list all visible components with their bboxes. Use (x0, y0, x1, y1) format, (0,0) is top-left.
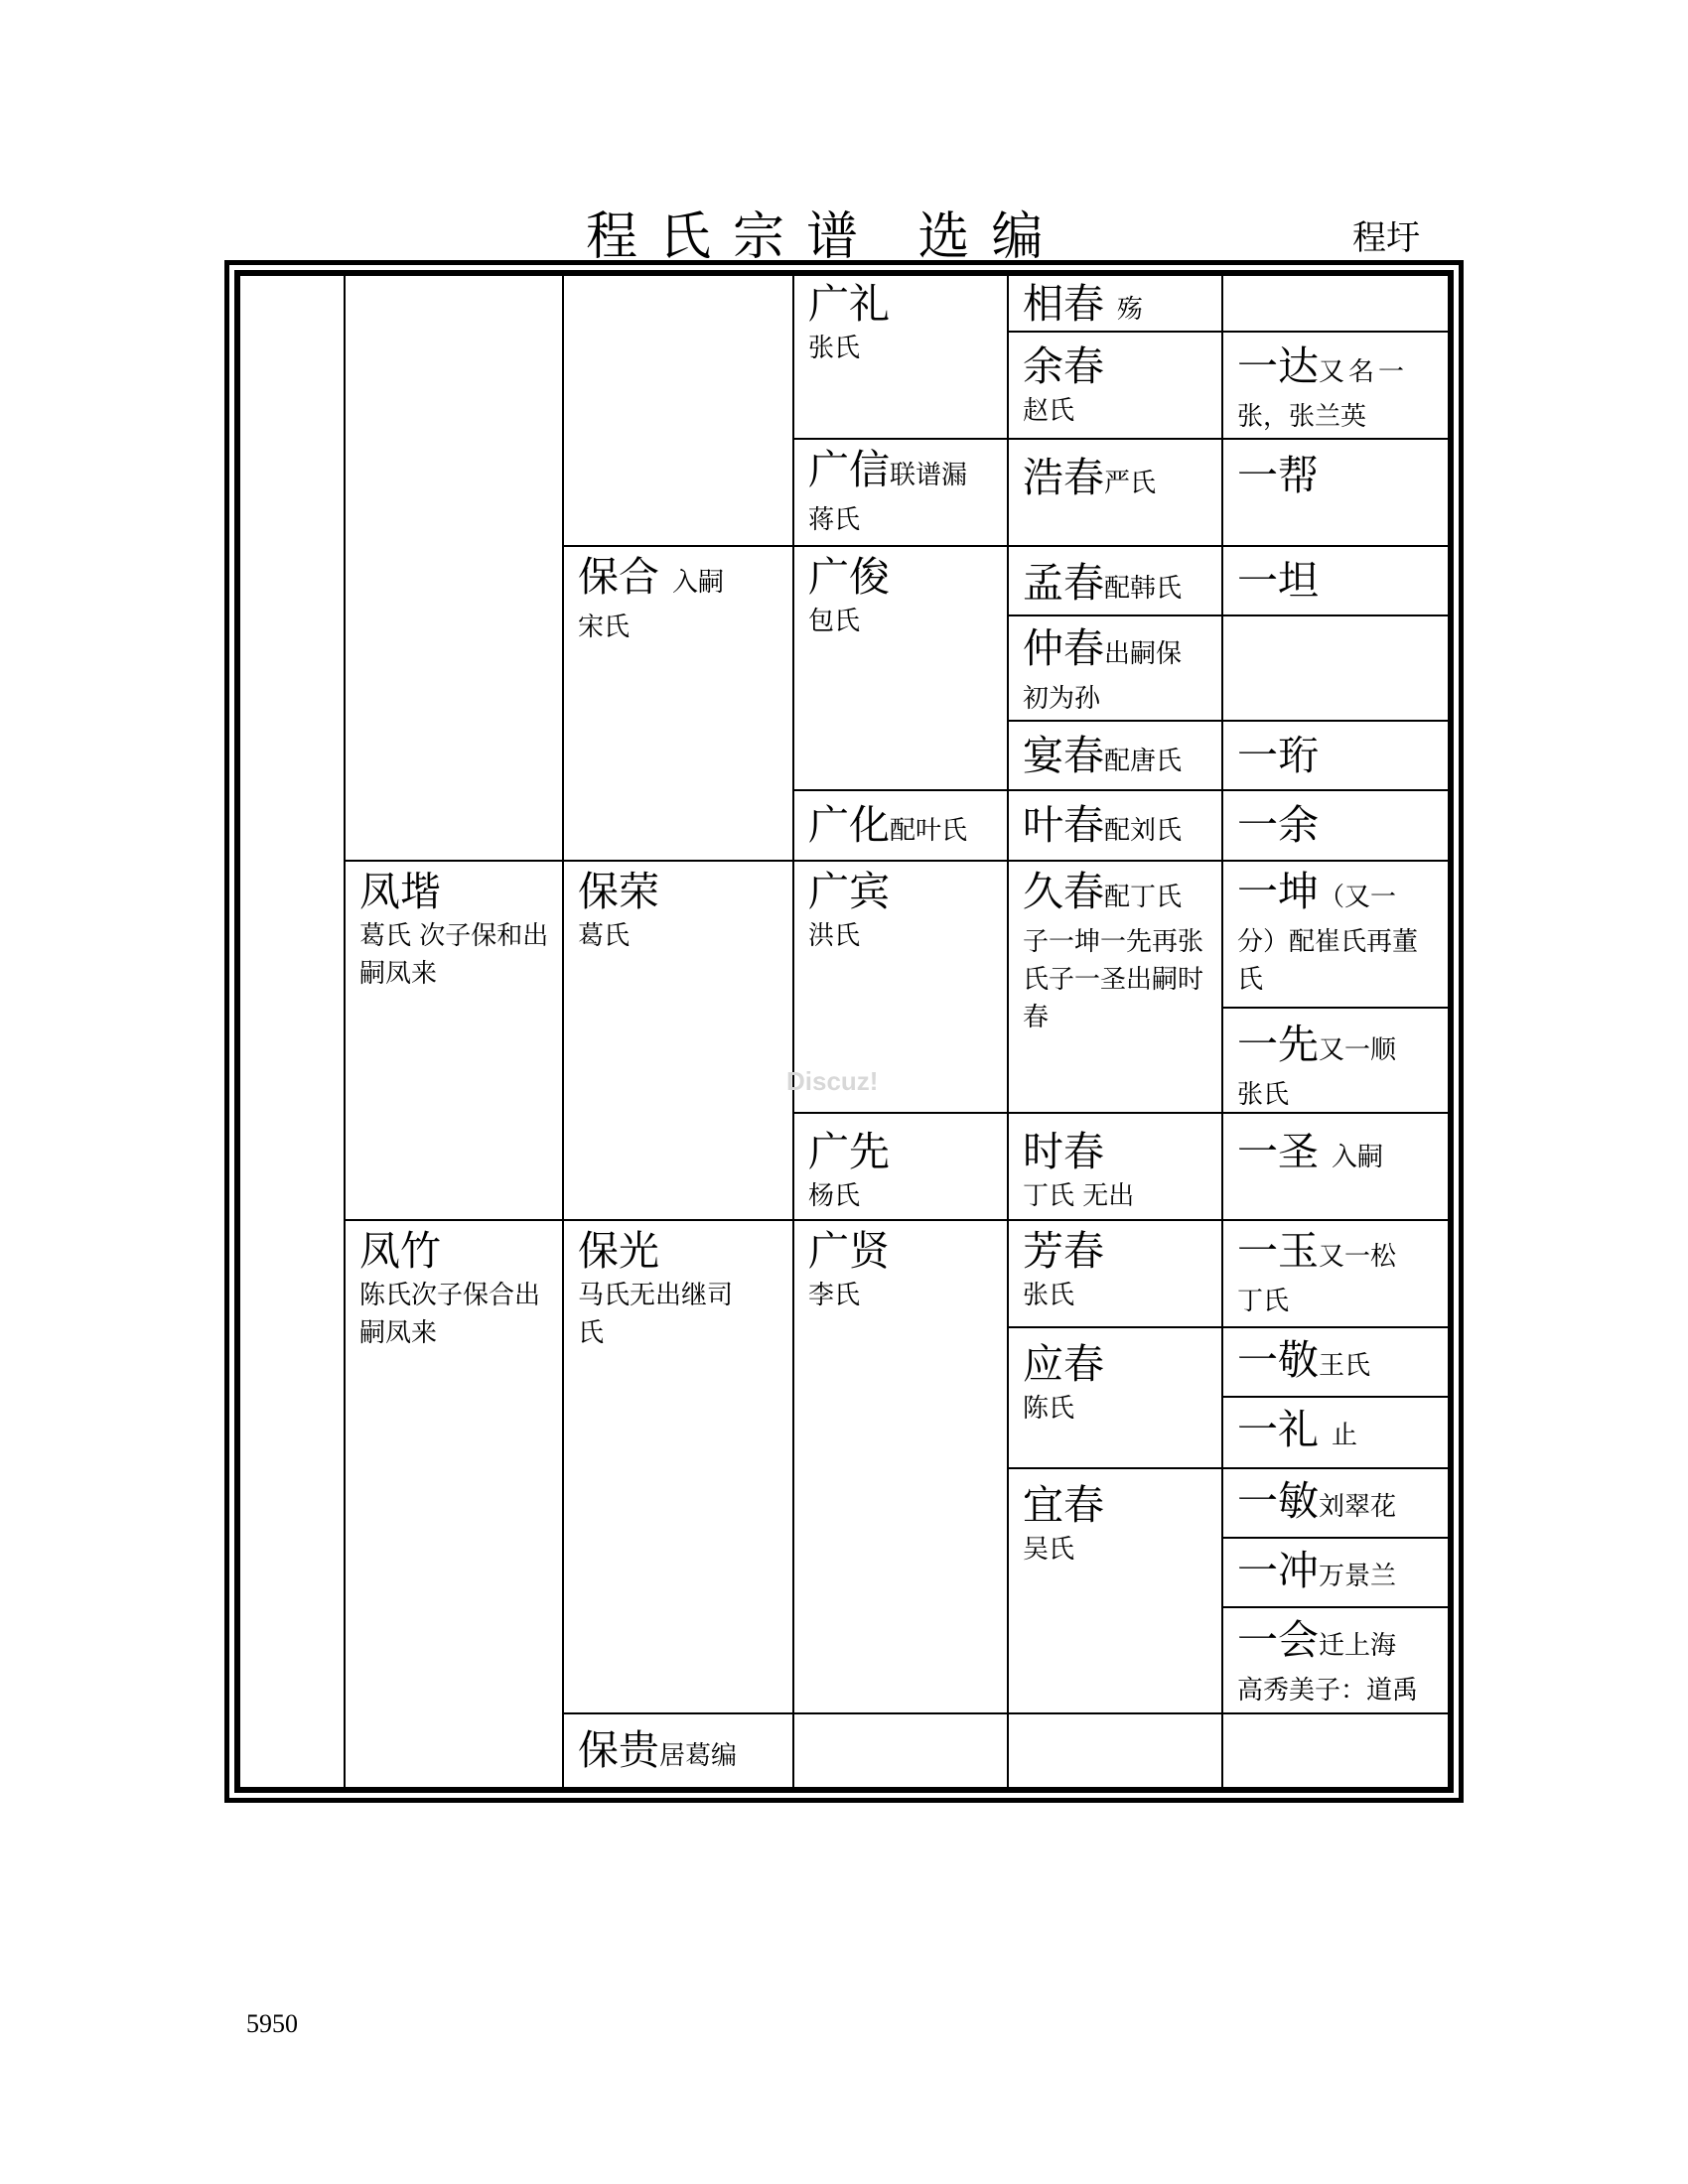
genealogy-entry-baoguang (564, 1221, 743, 1712)
entry-name: 应春 (1023, 1340, 1104, 1388)
genealogy-entry-yimin (1223, 1469, 1444, 1537)
entry-suffix: 入嗣 (672, 568, 725, 598)
genealogy-entry-guanghua (794, 791, 1007, 860)
entry-note: 张氏 (1023, 1281, 1075, 1310)
entry-suffix: （又一 (1319, 883, 1397, 912)
genealogy-entry-guangjun (794, 547, 1007, 789)
entry-suffix: 又一松 (1319, 1242, 1397, 1272)
entry-name: 广贤 (808, 1227, 890, 1275)
page-title: 程氏宗谱 选编 (586, 207, 1065, 267)
place-name: 程圩 (1352, 218, 1420, 258)
entry-name: 一达 (1237, 342, 1319, 390)
entry-suffix: 止 (1332, 1421, 1358, 1450)
entry-note: 子一坤一先再张氏子一圣出嗣时春 (1023, 927, 1204, 1032)
entry-note: 张，张兰英 (1237, 402, 1367, 432)
genealogy-entry-yixian (1223, 1009, 1444, 1112)
page-number: 5950 (246, 2009, 298, 2038)
entry-note: 高秀美子：道禹 (1237, 1676, 1419, 1706)
entry-suffix: 又一顺 (1319, 1035, 1397, 1065)
entry-note: 宋氏 (578, 613, 631, 642)
entry-name: 芳春 (1023, 1227, 1104, 1275)
entry-note: 张氏 (1237, 1080, 1290, 1110)
entry-name: 一先 (1237, 1021, 1319, 1068)
genealogy-entry-guangxian-b (794, 1221, 1007, 1712)
entry-name: 一玉 (1237, 1227, 1319, 1275)
entry-note: 张氏 (808, 334, 861, 363)
entry-name: 一珩 (1237, 732, 1319, 779)
entry-name: 一帮 (1237, 452, 1319, 499)
entry-suffix: 殇 (1117, 295, 1144, 325)
genealogy-entry-xiangchun (1009, 274, 1221, 331)
entry-name: 仲春 (1023, 624, 1104, 672)
entry-name: 一敬 (1237, 1336, 1319, 1384)
genealogy-entry-baorong (564, 862, 792, 1217)
genealogy-entry-yida (1223, 333, 1444, 438)
genealogy-entry-yihui (1223, 1608, 1444, 1712)
entry-note: 吴氏 (1023, 1535, 1075, 1565)
entry-name: 保荣 (578, 868, 659, 915)
entry-suffix: 配唐氏 (1104, 747, 1183, 776)
entry-note: 葛氏 次子保和出嗣凤来 (359, 921, 549, 989)
entry-suffix: 严氏 (1104, 469, 1157, 498)
genealogy-entry-yitan (1223, 547, 1444, 614)
genealogy-entry-mengchun (1009, 547, 1221, 614)
entry-name: 宜春 (1023, 1481, 1104, 1529)
genealogy-entry-guangxin (794, 440, 1007, 545)
genealogy-entry-yiheng (1223, 722, 1444, 789)
entry-name: 保贵 (578, 1726, 659, 1774)
entry-suffix: 联谱漏 (890, 461, 968, 490)
entry-suffix: 王氏 (1319, 1351, 1371, 1381)
entry-name: 一敏 (1237, 1477, 1319, 1525)
entry-name: 时春 (1023, 1128, 1104, 1175)
entry-suffix: 配韩氏 (1104, 574, 1183, 604)
entry-suffix: 居葛编 (659, 1741, 738, 1771)
genealogy-entry-yuchun (1009, 333, 1221, 438)
entry-note: 赵氏 (1023, 396, 1075, 426)
entry-note: 初为孙 (1023, 684, 1101, 714)
entry-name: 一坤 (1237, 868, 1319, 915)
entry-note: 丁氏 无出 (1023, 1181, 1135, 1211)
entry-suffix: 迁上海 (1319, 1631, 1397, 1661)
entry-name: 凤竹 (359, 1227, 441, 1275)
genealogy-entry-yikun (1223, 862, 1444, 1007)
entry-note: 蒋氏 (808, 505, 861, 535)
entry-name: 广俊 (808, 553, 890, 601)
entry-note: 陈氏 (1023, 1394, 1075, 1424)
genealogy-entry-yibang (1223, 440, 1444, 545)
entry-name: 一冲 (1237, 1547, 1319, 1594)
genealogy-entry-yijing (1223, 1328, 1444, 1396)
entry-name: 久春 (1023, 868, 1104, 915)
entry-suffix: 又名一 (1319, 357, 1409, 387)
entry-name: 一会 (1237, 1616, 1319, 1664)
genealogy-entry-yichong (1223, 1539, 1444, 1606)
genealogy-entry-guangli (794, 274, 1007, 438)
entry-note: 分）配崔氏再董氏 (1237, 927, 1419, 995)
entry-name: 一圣 (1237, 1128, 1319, 1175)
entry-name: 一余 (1237, 801, 1319, 849)
entry-name: 孟春 (1023, 559, 1104, 607)
entry-note: 葛氏 (578, 921, 631, 951)
entry-name: 浩春 (1023, 454, 1104, 501)
genealogy-entry-fangchun (1009, 1221, 1221, 1326)
entry-name: 广先 (808, 1128, 890, 1175)
entry-note: 包氏 (808, 607, 861, 636)
entry-suffix: 刘翠花 (1319, 1492, 1397, 1522)
entry-name: 凤堦 (359, 868, 441, 915)
entry-suffix: 出嗣保 (1104, 639, 1183, 669)
entry-name: 叶春 (1023, 801, 1104, 849)
entry-name: 广信 (808, 446, 890, 493)
entry-name: 一坦 (1237, 557, 1319, 605)
genealogy-entry-haochun (1009, 440, 1221, 545)
entry-name: 一礼 (1237, 1406, 1319, 1453)
genealogy-entry-yingchun (1009, 1328, 1221, 1467)
entry-note: 丁氏 (1237, 1287, 1290, 1316)
genealogy-entry-yichun (1009, 1469, 1221, 1712)
genealogy-entry-yisheng (1223, 1114, 1444, 1219)
entry-suffix: 配叶氏 (890, 816, 968, 846)
entry-suffix: 万景兰 (1319, 1562, 1397, 1591)
genealogy-entry-baogui (564, 1714, 792, 1789)
genealogy-entry-zhongchun (1009, 616, 1221, 720)
watermark: Discuz! (786, 1066, 879, 1096)
genealogy-entry-yanchun (1009, 722, 1221, 789)
genealogy-entry-yiyu (1223, 791, 1444, 860)
genealogy-entry-yili (1223, 1398, 1444, 1467)
genealogy-entry-fengjie (346, 862, 562, 1217)
genealogy-entry-jiuchun (1009, 862, 1221, 1112)
entry-suffix: 入嗣 (1332, 1143, 1384, 1172)
entry-suffix: 配刘氏 (1104, 816, 1183, 846)
entry-note: 陈氏次子保合出嗣凤来 (359, 1281, 541, 1348)
entry-name: 保合 (578, 553, 659, 601)
genealogy-entry-shichun (1009, 1114, 1221, 1219)
genealogy-entry-yiyu2 (1223, 1221, 1444, 1326)
entry-note: 杨氏 (808, 1181, 861, 1211)
genealogy-entry-baohe (564, 547, 792, 860)
entry-name: 余春 (1023, 342, 1104, 390)
entry-suffix: 配丁氏 (1104, 883, 1183, 912)
genealogy-entry-guangxian-a (794, 1114, 1007, 1219)
entry-name: 相春 (1023, 280, 1104, 328)
entry-name: 广化 (808, 801, 890, 849)
entry-note: 马氏无出继司氏 (578, 1281, 734, 1348)
entry-name: 广礼 (808, 280, 890, 328)
genealogy-entry-yechun (1009, 791, 1221, 860)
entry-note: 洪氏 (808, 921, 861, 951)
entry-note: 李氏 (808, 1281, 861, 1310)
entry-name: 广宾 (808, 868, 890, 915)
entry-name: 保光 (578, 1227, 659, 1275)
entry-name: 宴春 (1023, 732, 1104, 779)
genealogy-entry-fengzhu (346, 1221, 562, 1787)
